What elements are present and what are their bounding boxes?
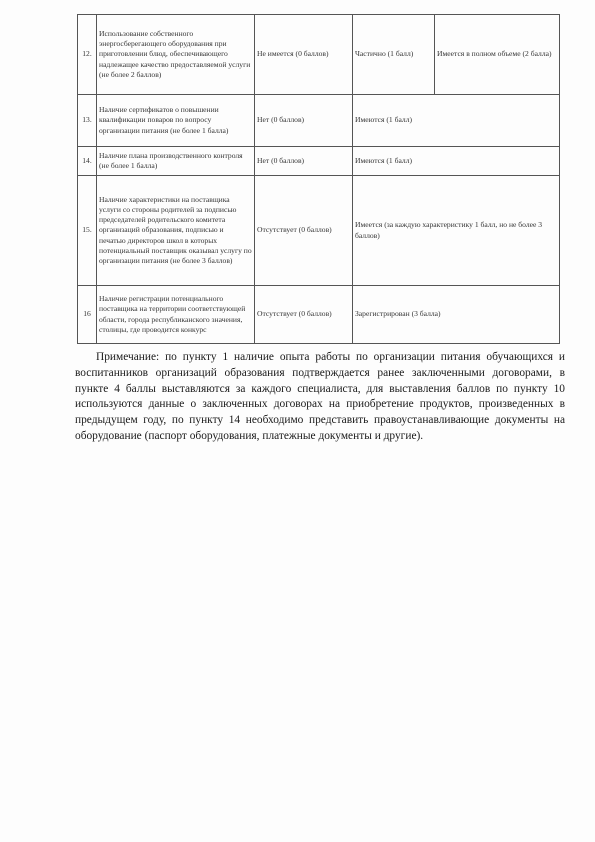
score-option: Имеется (за каждую характеристику 1 балл, но не более 3 баллов) [353,176,560,286]
row-number: 14. [78,147,97,176]
score-option: Имеется в полном объеме (2 балла) [435,15,560,95]
score-option: Отсутствует (0 баллов) [255,176,353,286]
row-number: 12. [78,15,97,95]
criterion-text: Наличие сертификатов о повышении квалификации поваров по вопросу организации питания (не более 1 балла) [97,95,255,147]
table-row [78,15,560,95]
note-paragraph: Примечание: по пункту 1 наличие опыта работы по организации питания обучающихся и воспитанников организаций образования подтверждается ранее заключенными договорами, в пункте 4 баллы выставляются за каждого специалиста, для выставления баллов по пункту 10 используются данные о заключенных договорах на приобретение продуктов, произведенных в предыдущем году, по пункту 14 необходимо представить правоустанавливающие документы на оборудование (паспорт оборудования, платежные документы и другие). [75,351,565,442]
criterion-text: Наличие регистрации потенциального поставщика на территории соответствующей области, города республиканского значения, столицы, где проводится конкурс [97,286,255,344]
row-number: 15. [78,176,97,286]
score-option: Не имеется (0 баллов) [255,15,353,95]
score-option: Отсутствует (0 баллов) [255,286,353,344]
criterion-text: Наличие плана производственного контроля (не более 1 балла) [97,147,255,176]
table-row [78,176,560,286]
score-option: Нет (0 баллов) [255,95,353,147]
score-option: Зарегистрирован (3 балла) [353,286,560,344]
criteria-table [77,14,560,344]
note-section [75,350,565,445]
criterion-text: Наличие характеристики на поставщика услуги со стороны родителей за подписью председателей родительского комитета организаций образования, подписью и печатью директоров школ в которых потенциальный поставщик оказывал услугу по организации питания (не более 3 баллов) [97,176,255,286]
score-option: Имеются (1 балл) [353,147,560,176]
table-row [78,147,560,176]
score-option: Имеются (1 балл) [353,95,560,147]
table-row [78,95,560,147]
criterion-text: Использование собственного энергосберегающего оборудования при приготовлении блюд, обеспечивающего надлежащее качество предоставляемой услуги (не более 2 баллов) [97,15,255,95]
score-option: Нет (0 баллов) [255,147,353,176]
table-row [78,286,560,344]
row-number: 16 [78,286,97,344]
row-number: 13. [78,95,97,147]
score-option: Частично (1 балл) [353,15,435,95]
